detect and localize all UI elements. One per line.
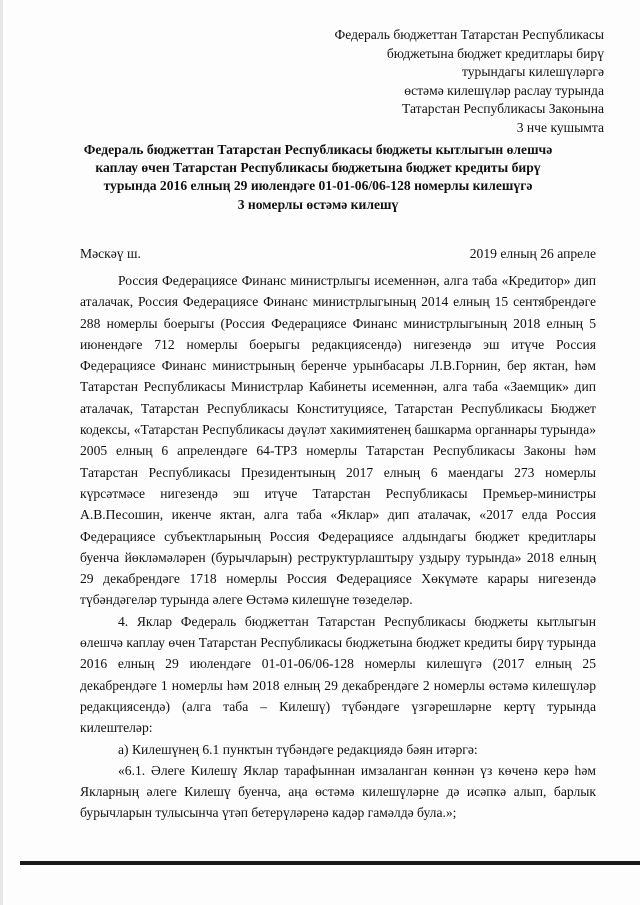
document-title [60, 141, 576, 214]
approval-line: өстәмә килешүләр раслау турында [404, 82, 604, 98]
paragraph-item-a: а) Килешүнең 6.1 пунктын түбәндәге редакциядә бәян итәргә: [118, 741, 478, 757]
approval-line: бюджетына бюджет кредитлары бирү [386, 45, 604, 61]
document-body [80, 270, 596, 824]
page-edge [0, 0, 3, 905]
paragraph-quote: «6.1. Әлеге Килешү Яклар тарафыннан имзаланган көннән үз көченә керә һәм Якларның әлеге Килешү буенча, аңа өстәмә килешүләрне дә исәпкә алып, барлык бурычларын тулысынча үтәп бетерүләренә кадәр гамәлдә була.»; [80, 762, 596, 821]
date: 2019 елның 26 апреле [469, 246, 596, 261]
title-line: 3 номерлы өстәмә килешү [237, 196, 399, 212]
title-line: каплау өчен Татарстан Республикасы бюджетына бюджет кредиты бирү [95, 160, 541, 176]
approval-line: Татарстан Республикасы Законына [401, 101, 604, 117]
paragraph-preamble: Россия Федерациясе Финанс министрлыгы исеменнән, алга таба «Кредитор» дип аталачак, Россия Федерациясе Финанс министрлыгының 2014 елның 15 сентябрендәге 288 номерлы боерыгы (Россия Федерациясе Финанс министрлыгының 2018 елның 5 июнендәге 712 номерлы боерыгы редакциясендә) нигезендә эш итүче Россия Федерациясе Финанс министрының беренче урынбасары Л.В.Горнин, бер яктан, һәм Татарстан Республикасы Министрлар Кабинеты исеменнән, алга таба «Заемщик» дип аталачак, Татарстан Республикасы Конституциясе, Татарстан Республикасы Бюджет кодексы, «Татарстан Республикасы дәүләт хакимиятенең башкарма органнары турында» 2005 елның 6 апрелендәге 64-ТРЗ номерлы Татарстан Республикасы Законы һәм Татарстан Республикасы Президентының 2017 елның 6 маендагы 273 номерлы күрсәтмәсе нигезендә эш итүче Татарстан Республикасы Премьер-министры А.В.Песошин, икенче яктан, алга таба «Яклар» дип аталачак, «2017 елда Россия Федерациясе субъектларының Россия Федерациясе алдындагы бюджет кредитлары буенча йөкләмәләрен (бурычларын) реструктурлаштыру уздыру турында» 2018 елның 29 декабрендәге 1718 номерлы Россия Федерациясе Хөкүмәте карары нигезендә түбәндәгеләр турында әлеге Өстәмә килешүне төзеделәр. [80, 273, 596, 608]
approval-line: Федераль бюджеттан Татарстан Республикасы [334, 27, 604, 42]
title-line: Федераль бюджеттан Татарстан Республикасы бюджеты кытлыгын өлешчә [83, 142, 553, 157]
place-date-row [80, 246, 596, 262]
approval-line: 3 нче кушымта [516, 119, 604, 135]
title-line: турында 2016 елның 29 июлендәге 01-01-06/06-128 номерлы килешүгә [103, 178, 533, 194]
approval-block [244, 26, 604, 138]
place: Мәскәү ш. [80, 246, 141, 261]
approval-line: турындагы килешүләргә [461, 64, 604, 80]
scan-bottom-edge [20, 861, 640, 865]
paragraph-item-4: 4. Яклар Федераль бюджеттан Татарстан Республикасы бюджеты кытлыгын өлешчә каплау өчен Татарстан Республикасы бюджетына бюджет кредиты бирү турында 2016 елның 29 июлендәге 01-01-06/06-128 номерлы килешүгә (2017 елның 25 декабрендәге 1 номерлы һәм 2018 елның 29 декабрендәге 2 номерлы өстәмә килешүләр редакциясендә) (алга таба – Килешү) түбәндәге үзгәрешләрне кертү турында килештеләр: [80, 613, 596, 736]
